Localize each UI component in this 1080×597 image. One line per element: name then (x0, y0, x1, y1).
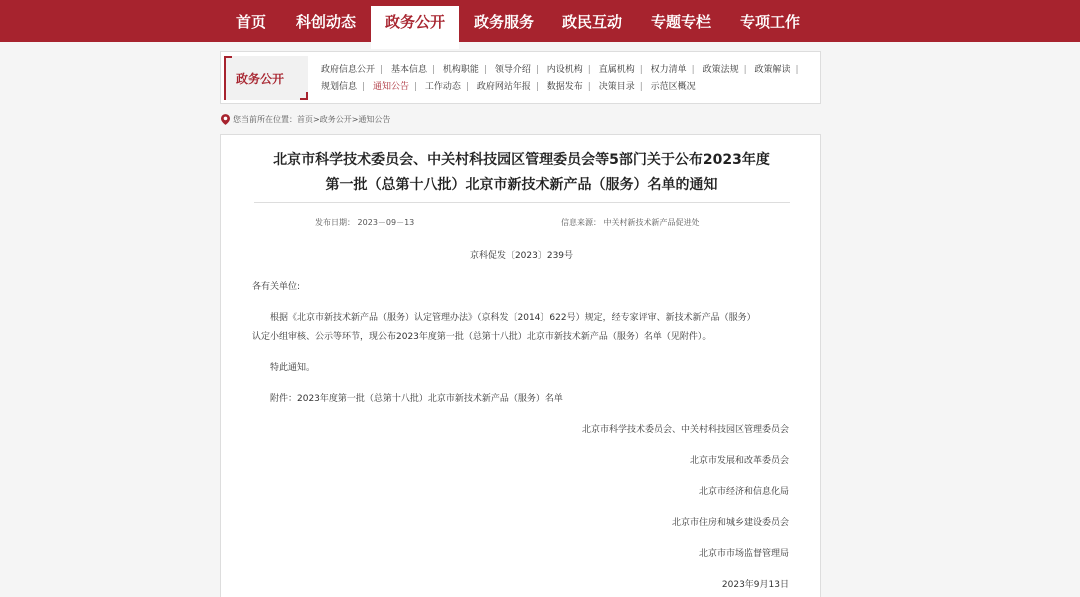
article-panel (220, 134, 821, 597)
corner-decoration (300, 98, 308, 100)
link-functions[interactable]: 机构职能 (442, 65, 479, 75)
nav-home[interactable]: 首页 (235, 13, 266, 31)
signatory-5: 北京市市场监督管理局 (698, 549, 789, 559)
publish-date (315, 217, 414, 228)
signatory-4: 北京市住房和城乡建设委员会 (671, 518, 789, 528)
separator: | (380, 65, 384, 75)
article-title-line-1: 北京市科学技术委员会、中关村科技园区管理委员会等5部门关于公布2023年度 (273, 152, 770, 168)
closing-notice: 特此通知。 (270, 363, 316, 373)
breadcrumb (221, 114, 390, 125)
corner-decoration (224, 56, 232, 58)
nav-government-affairs[interactable]: 政务公开 (371, 6, 459, 49)
separator: | (483, 65, 487, 75)
info-source (561, 217, 700, 228)
link-notices[interactable]: 通知公告 (372, 82, 409, 92)
link-work-updates[interactable]: 工作动态 (424, 82, 461, 92)
location-pin-icon (221, 114, 230, 125)
document-date: 2023年9月13日 (721, 580, 789, 590)
separator: | (535, 82, 539, 92)
separator: | (691, 65, 695, 75)
separator: | (587, 65, 591, 75)
document-number: 京科促发〔2023〕239号 (469, 251, 574, 261)
paragraph-line-2: 认定小组审核、公示等环节，现公布2023年度第一批（总第十八批）北京市新技术新产品（服务）名单（见附件）。 (252, 332, 712, 342)
separator: | (413, 82, 417, 92)
nav-tech-news[interactable]: 科创动态 (295, 13, 356, 31)
publish-date-value: 2023－09－13 (357, 218, 415, 227)
source-value: 中关村新技术新产品促进处 (603, 218, 700, 227)
signatory-3: 北京市经济和信息化局 (698, 487, 789, 497)
publish-date-label: 发布日期： (315, 218, 355, 227)
attachment-link[interactable]: 附件：2023年度第一批（总第十八批）北京市新技术新产品（服务）名单 (270, 394, 563, 404)
section-label-box (224, 56, 308, 100)
separator: | (587, 82, 591, 92)
link-website-annual-report[interactable]: 政府网站年报 (476, 82, 531, 92)
top-navigation (0, 0, 1080, 42)
separator: | (795, 65, 799, 75)
section-label: 政务公开 (236, 72, 285, 86)
signatory-1: 北京市科学技术委员会、中关村科技园区管理委员会 (581, 425, 789, 435)
link-demo-zone-overview[interactable]: 示范区概况 (650, 82, 696, 92)
link-power-list[interactable]: 权力清单 (650, 65, 687, 75)
nav-special-work[interactable]: 专项工作 (739, 13, 800, 31)
separator: | (639, 65, 643, 75)
separator: | (535, 65, 539, 75)
title-divider (254, 202, 790, 203)
link-policy-interpretation[interactable]: 政策解读 (754, 65, 791, 75)
link-policies-regulations[interactable]: 政策法规 (702, 65, 739, 75)
link-internal-departments[interactable]: 内设机构 (546, 65, 583, 75)
separator: | (362, 82, 366, 92)
article-title-line-2: 第一批（总第十八批）北京市新技术新产品（服务）名单的通知 (325, 177, 718, 193)
salutation: 各有关单位: (252, 282, 301, 292)
breadcrumb-text[interactable]: 您当前所在位置：首页>政务公开>通知公告 (233, 115, 391, 124)
nav-special-topics[interactable]: 专题专栏 (650, 13, 711, 31)
link-planning-info[interactable]: 规划信息 (321, 82, 358, 92)
sub-navigation (220, 51, 821, 104)
sub-nav-links (321, 62, 816, 96)
separator: | (639, 82, 643, 92)
sub-nav-row-2 (321, 79, 816, 96)
nav-government-services[interactable]: 政务服务 (473, 13, 534, 31)
nav-public-interaction[interactable]: 政民互动 (561, 13, 622, 31)
link-data-release[interactable]: 数据发布 (546, 82, 583, 92)
source-label: 信息来源： (561, 218, 601, 227)
link-leaders[interactable]: 领导介绍 (494, 65, 531, 75)
link-decision-catalog[interactable]: 决策目录 (598, 82, 635, 92)
sub-nav-row-1 (321, 62, 816, 79)
link-gov-info-disclosure[interactable]: 政府信息公开 (321, 65, 376, 75)
link-basic-info[interactable]: 基本信息 (390, 65, 427, 75)
separator: | (743, 65, 747, 75)
separator: | (465, 82, 469, 92)
separator: | (431, 65, 435, 75)
paragraph-line-1: 根据《北京市新技术新产品（服务）认定管理办法》（京科发〔2014〕622号）规定，经专家评审、新技术新产品（服务） (270, 313, 756, 323)
link-affiliated-agencies[interactable]: 直属机构 (598, 65, 635, 75)
signatory-2: 北京市发展和改革委员会 (689, 456, 789, 466)
